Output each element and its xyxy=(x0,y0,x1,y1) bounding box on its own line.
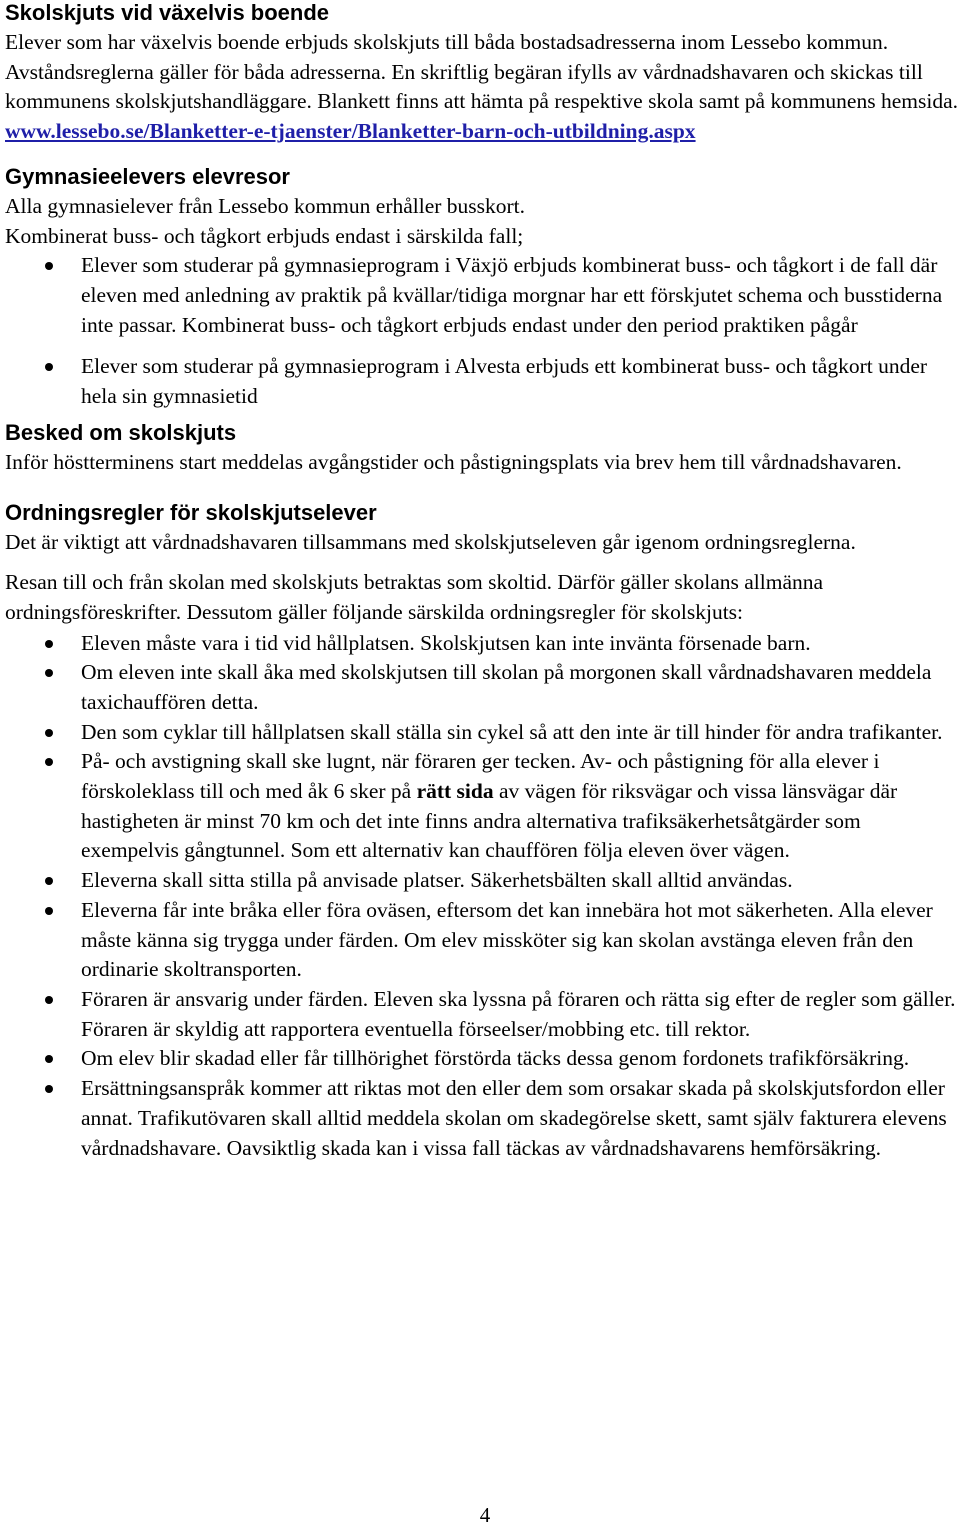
paragraph-kombinerat: Kombinerat buss- och tågkort erbjuds endast i särskilda fall; xyxy=(5,223,524,248)
list-item-text: Eleverna får inte bråka eller föra oväsen, eftersom det kan innebära hot mot säkerheten. Alla elever måste känna sig trygga under färden. Om elev missköter sig kan skolan avstänga eleven från den ordinarie skoltransporten. xyxy=(81,897,933,982)
list-item xyxy=(5,658,960,717)
list-item-text xyxy=(81,749,897,862)
ordningsregler-bullet-list xyxy=(5,629,960,1164)
paragraph-ordningsregler-intro: Det är viktigt att vårdnadshavaren tillsammans med skolskjutseleven går igenom ordningsreglerna. xyxy=(5,530,856,555)
paragraph-besked: Inför höstterminens start meddelas avgångstider och påstigningsplats via brev hem till vårdnadshavaren. xyxy=(5,449,902,474)
list-item xyxy=(5,747,960,866)
gymnasie-bullet-list xyxy=(5,251,960,412)
heading-vaxelvis-boende: Skolskjuts vid växelvis boende xyxy=(5,0,330,25)
list-item-text: Om elev blir skadad eller får tillhörighet förstörda täcks dessa genom fordonets trafikförsäkring. xyxy=(81,1046,910,1071)
list-item xyxy=(5,896,960,985)
link-paragraph xyxy=(5,117,960,147)
list-item-text: Om eleven inte skall åka med skolskjutsen till skolan på morgonen skall vårdnadshavaren meddela taxichauffören detta. xyxy=(81,660,932,714)
bullet-icon xyxy=(45,758,53,766)
bullet-icon xyxy=(45,262,53,270)
list-item xyxy=(5,718,960,748)
document-page xyxy=(5,0,960,1163)
list-item xyxy=(5,352,960,411)
list-item-text: Elever som studerar på gymnasieprogram i Växjö erbjuds kombinerat buss- och tågkort i de fall där eleven med anledning av praktik på kvällar/tidiga morgnar har ett förskjutet schema och busstiderna inte passar. Kombinerat buss- och tågkort erbjuds endast under den period praktiken pågår xyxy=(81,253,943,337)
bullet-icon xyxy=(45,1055,53,1063)
list-item-text: Eleven måste vara i tid vid hållplatsen. Skolskjutsen kan inte invänta försenade barn. xyxy=(81,630,811,655)
blanketter-link[interactable]: www.lessebo.se/Blanketter-e-tjaenster/Blanketter-barn-och-utbildning.aspx xyxy=(5,119,696,144)
bullet-icon xyxy=(45,877,53,885)
heading-besked-om-skolskjuts: Besked om skolskjuts xyxy=(5,419,237,445)
list-item-text: Ersättningsanspråk kommer att riktas mot den eller dem som orsakar skada på skolskjutsfordon eller annat. Trafikutövaren skall alltid meddela skolan om skadegörelse skett, samt själv fakturera elevens vårdnadshavare. Oavsiktlig skada kan i vissa fall täckas av vårdnadshavarens hemförsäkring. xyxy=(81,1076,947,1160)
bullet-icon xyxy=(45,729,53,737)
heading-gymnasieelevers-elevresor: Gymnasieelevers elevresor xyxy=(5,163,290,189)
list-item-text: Föraren är ansvarig under färden. Eleven ska lyssna på föraren och rätta sig efter de regler som gäller. Föraren är skyldig att rapportera eventuella förseelser/mobbing etc. till rektor. xyxy=(81,986,956,1041)
bullet-icon xyxy=(45,669,53,677)
list-item-text-part: På- och avstigning skall ske lugnt, när föraren ger tecken. Av- och påstigning för alla elever i förskoleklass till och med åk 6 sker på xyxy=(81,749,880,804)
list-item-text: Eleverna skall sitta stilla på anvisade platser. Säkerhetsbälten skall alltid användas. xyxy=(81,868,793,893)
heading-ordningsregler: Ordningsregler för skolskjutselever xyxy=(5,500,377,526)
list-item xyxy=(5,629,960,659)
bullet-icon xyxy=(45,640,53,648)
paragraph-busskort: Alla gymnasielever från Lessebo kommun erhåller busskort. xyxy=(5,193,526,218)
list-item xyxy=(5,866,960,896)
emphasis-ratt-sida: rätt sida xyxy=(416,779,494,804)
page-number: 4 xyxy=(479,1503,491,1527)
list-item-text: Elever som studerar på gymnasieprogram i Alvesta erbjuds ett kombinerat buss- och tågkort under hela sin gymnasietid xyxy=(81,354,928,409)
list-item xyxy=(5,1044,960,1074)
list-item xyxy=(5,1074,960,1163)
bullet-icon xyxy=(45,996,53,1004)
bullet-icon xyxy=(45,907,53,915)
list-item-text: Den som cyklar till hållplatsen skall ställa sin cykel så att den inte är till hinder för andra trafikanter. xyxy=(81,719,943,744)
paragraph-skoltid: Resan till och från skolan med skolskjuts betraktas som skoltid. Därför gäller skolans allmänna ordningsföreskrifter. Dessutom gäller följande särskilda ordningsregler för skolskjuts: xyxy=(5,570,824,624)
list-item-text-part: av vägen för riksvägar och vissa länsvägar där hastigheten är minst 70 km och det inte finns andra alternativa trafiksäkerhetsåtgärder som exempelvis gångtunnel. Som ett alternativ kan chauffören följa eleven över vägen. xyxy=(81,779,898,863)
bullet-icon xyxy=(45,1085,53,1093)
list-item xyxy=(5,251,960,340)
list-item xyxy=(5,985,960,1044)
bullet-icon xyxy=(45,363,53,371)
paragraph-vaxelvis-boende: Elever som har växelvis boende erbjuds skolskjuts till båda bostadsadresserna inom Lessebo kommun. Avståndsreglerna gäller för båda adresserna. En skriftlig begäran ifylls av vårdnadshavaren och skickas till kommunens skolskjutshandläggare. Blankett finns att hämta på respektive skola samt på kommunens hemsida. xyxy=(5,30,958,114)
